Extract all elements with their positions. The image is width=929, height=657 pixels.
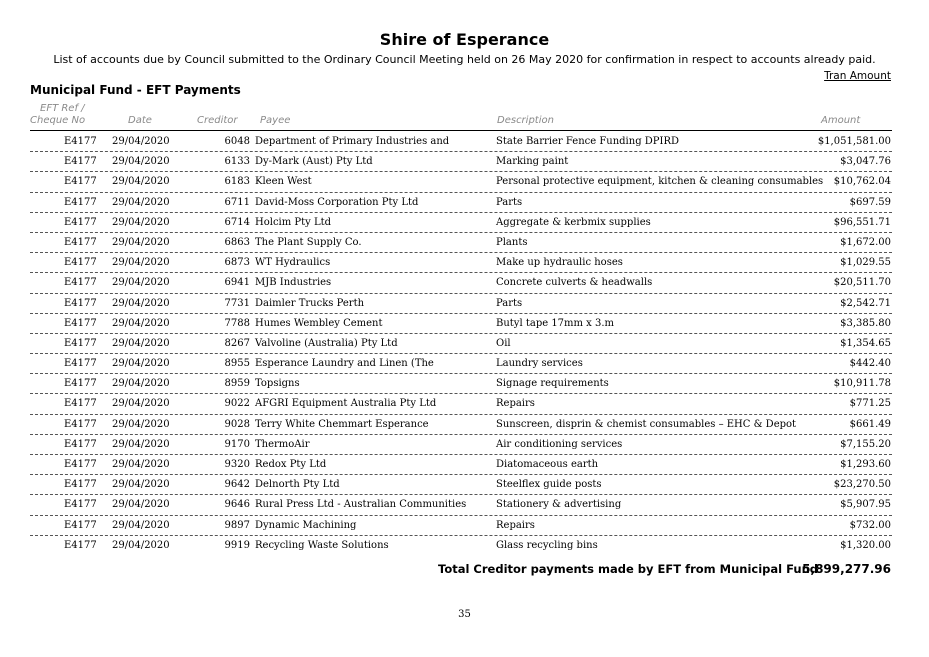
cell-date: 29/04/2020 <box>112 438 170 450</box>
col-header-amount: Amount <box>821 115 861 126</box>
table-row <box>30 475 892 495</box>
cell-description: Signage requirements <box>496 378 609 390</box>
cell-date: 29/04/2020 <box>112 539 170 551</box>
cell-description: Repairs <box>496 519 535 531</box>
cell-amount: $771.25 <box>849 398 891 410</box>
cell-date: 29/04/2020 <box>112 499 170 511</box>
cell-amount: $661.49 <box>849 418 891 430</box>
cell-description: Diatomaceous earth <box>496 459 599 470</box>
cell-payee: David-Moss Corporation Pty Ltd <box>255 196 419 208</box>
cell-description: Aggregate & kerbmix supplies <box>496 216 651 228</box>
cell-date: 29/04/2020 <box>112 216 170 228</box>
cell-date: 29/04/2020 <box>112 398 170 410</box>
cell-amount: $7,155.20 <box>840 438 891 450</box>
cell-creditor: 9028 <box>224 418 250 430</box>
table-row <box>30 253 892 273</box>
cell-description: Oil <box>496 337 511 349</box>
cell-ref: E4177 <box>64 499 97 511</box>
cell-creditor: 6133 <box>224 156 250 168</box>
table-row <box>30 132 892 152</box>
total-label: Total Creditor payments made by EFT from Municipal Fund <box>438 562 819 576</box>
cell-payee: Dy-Mark (Aust) Pty Ltd <box>255 156 373 168</box>
table-row <box>30 314 892 334</box>
cell-amount: $5,907.95 <box>840 499 891 511</box>
cell-creditor: 9919 <box>224 539 250 551</box>
cell-description: Sunscreen, disprin & chemist consumables – EHC & Depot <box>496 418 797 430</box>
cell-amount: $3,385.80 <box>840 317 891 329</box>
cell-creditor: 9646 <box>224 499 250 511</box>
cell-ref: E4177 <box>64 358 97 370</box>
cell-date: 29/04/2020 <box>112 479 170 491</box>
header-rule <box>30 130 892 131</box>
cell-payee: Redox Pty Ltd <box>255 459 327 470</box>
cell-ref: E4177 <box>64 479 97 491</box>
cell-creditor: 8959 <box>224 378 250 390</box>
cell-amount: $10,911.78 <box>833 378 891 390</box>
table-row <box>30 455 892 475</box>
cell-date: 29/04/2020 <box>112 358 170 370</box>
cell-description: Parts <box>496 297 523 309</box>
cell-payee: The Plant Supply Co. <box>255 236 362 248</box>
col-header-payee: Payee <box>260 115 291 126</box>
cell-amount: $1,354.65 <box>840 337 891 349</box>
cell-payee: AFGRI Equipment Australia Pty Ltd <box>255 398 437 410</box>
cell-description: Stationery & advertising <box>496 499 622 511</box>
cell-description: Plants <box>496 236 528 248</box>
cell-description: Make up hydraulic hoses <box>496 257 623 269</box>
table-row <box>30 193 892 213</box>
payments-table <box>30 132 892 555</box>
table-row <box>30 294 892 314</box>
cell-payee: Topsigns <box>255 378 300 390</box>
col-header-date: Date <box>128 115 152 126</box>
table-row <box>30 334 892 354</box>
cell-date: 29/04/2020 <box>112 418 170 430</box>
cell-ref: E4177 <box>64 236 97 248</box>
cell-creditor: 9022 <box>224 398 250 410</box>
cell-description: State Barrier Fence Funding DPIRD <box>496 136 680 147</box>
cell-amount: $3,047.76 <box>840 156 891 168</box>
table-row <box>30 495 892 515</box>
cell-date: 29/04/2020 <box>112 196 170 208</box>
cell-creditor: 8267 <box>224 337 250 349</box>
table-row <box>30 233 892 253</box>
cell-creditor: 6863 <box>224 236 250 248</box>
total-value: 5,899,277.96 <box>802 562 891 576</box>
cell-description: Concrete culverts & headwalls <box>496 277 653 289</box>
cell-ref: E4177 <box>64 297 97 309</box>
table-row <box>30 152 892 172</box>
cell-ref: E4177 <box>64 156 97 168</box>
cell-payee: Valvoline (Australia) Pty Ltd <box>255 337 398 349</box>
table-row <box>30 213 892 233</box>
cell-creditor: 9170 <box>224 438 250 450</box>
section-heading: Municipal Fund - EFT Payments <box>30 83 241 97</box>
cell-payee: Rural Press Ltd - Australian Communities <box>255 499 467 511</box>
cell-amount: $1,672.00 <box>840 236 891 248</box>
cell-creditor: 6873 <box>224 257 250 269</box>
cell-creditor: 6941 <box>224 277 250 289</box>
table-row <box>30 374 892 394</box>
cell-amount: $1,320.00 <box>840 539 891 551</box>
table-row <box>30 172 892 192</box>
cell-payee: Delnorth Pty Ltd <box>255 479 340 491</box>
cell-payee: Terry White Chemmart Esperance <box>255 418 429 430</box>
cell-description: Steelflex guide posts <box>496 479 602 491</box>
cell-amount: $1,029.55 <box>840 257 891 269</box>
cell-ref: E4177 <box>64 176 97 188</box>
cell-ref: E4177 <box>64 418 97 430</box>
cell-ref: E4177 <box>64 216 97 228</box>
cell-creditor: 6048 <box>224 136 250 147</box>
cell-amount: $1,051,581.00 <box>817 136 891 147</box>
cell-description: Marking paint <box>496 156 569 168</box>
cell-date: 29/04/2020 <box>112 257 170 269</box>
cell-ref: E4177 <box>64 539 97 551</box>
cell-date: 29/04/2020 <box>112 277 170 289</box>
cell-description: Personal protective equipment, kitchen & cleaning consumables <box>496 176 824 188</box>
cell-payee: Kleen West <box>255 176 312 188</box>
cell-date: 29/04/2020 <box>112 378 170 390</box>
cell-description: Parts <box>496 196 523 208</box>
col-header-creditor: Creditor <box>197 115 238 126</box>
cell-amount: $1,293.60 <box>840 459 891 470</box>
cell-payee: Daimler Trucks Perth <box>255 297 365 309</box>
cell-ref: E4177 <box>64 277 97 289</box>
cell-date: 29/04/2020 <box>112 519 170 531</box>
cell-description: Repairs <box>496 398 535 410</box>
cell-ref: E4177 <box>64 136 97 147</box>
table-row <box>30 394 892 414</box>
cell-payee: WT Hydraulics <box>255 257 331 269</box>
cell-amount: $10,762.04 <box>833 176 891 188</box>
cell-payee: Humes Wembley Cement <box>255 317 383 329</box>
cell-creditor: 9320 <box>224 459 250 470</box>
cell-payee: Department of Primary Industries and <box>255 136 450 147</box>
cell-payee: Dynamic Machining <box>255 519 357 531</box>
cell-date: 29/04/2020 <box>112 317 170 329</box>
cell-description: Glass recycling bins <box>496 539 598 551</box>
cell-ref: E4177 <box>64 459 97 470</box>
cell-amount: $20,511.70 <box>833 277 891 289</box>
col-header-ref-line1: EFT Ref / <box>40 103 85 114</box>
cell-ref: E4177 <box>64 378 97 390</box>
cell-description: Air conditioning services <box>496 438 623 450</box>
table-row <box>30 273 892 293</box>
cell-payee: Holcim Pty Ltd <box>255 216 332 228</box>
cell-payee: MJB Industries <box>255 277 332 289</box>
cell-date: 29/04/2020 <box>112 156 170 168</box>
tran-amount-label: Tran Amount <box>824 70 891 82</box>
table-row <box>30 415 892 435</box>
cell-amount: $96,551.71 <box>833 216 891 228</box>
cell-creditor: 6711 <box>224 196 250 208</box>
cell-ref: E4177 <box>64 257 97 269</box>
cell-ref: E4177 <box>64 196 97 208</box>
cell-amount: $442.40 <box>849 358 891 370</box>
cell-amount: $2,542.71 <box>840 297 891 309</box>
cell-ref: E4177 <box>64 317 97 329</box>
page-number: 35 <box>458 609 471 620</box>
table-row <box>30 354 892 374</box>
table-row <box>30 435 892 455</box>
cell-amount: $697.59 <box>849 196 891 208</box>
document-subtitle: List of accounts due by Council submitted to the Ordinary Council Meeting held on 26 May 2020 for confirmation in respect to accounts already paid. <box>53 53 876 66</box>
cell-description: Laundry services <box>496 358 583 370</box>
table-row <box>30 536 892 555</box>
cell-creditor: 6183 <box>224 176 250 188</box>
cell-ref: E4177 <box>64 438 97 450</box>
cell-date: 29/04/2020 <box>112 459 170 470</box>
cell-payee: Esperance Laundry and Linen (The <box>255 358 434 370</box>
cell-date: 29/04/2020 <box>112 297 170 309</box>
cell-creditor: 9897 <box>224 519 250 531</box>
cell-date: 29/04/2020 <box>112 236 170 248</box>
cell-creditor: 8955 <box>224 358 250 370</box>
cell-payee: Recycling Waste Solutions <box>255 539 389 551</box>
table-row <box>30 516 892 536</box>
cell-date: 29/04/2020 <box>112 176 170 188</box>
cell-ref: E4177 <box>64 337 97 349</box>
cell-ref: E4177 <box>64 398 97 410</box>
cell-creditor: 7788 <box>224 317 250 329</box>
cell-date: 29/04/2020 <box>112 337 170 349</box>
document-title: Shire of Esperance <box>379 30 550 49</box>
cell-creditor: 6714 <box>224 216 250 228</box>
col-header-ref-line2: Cheque No <box>30 115 86 126</box>
cell-payee: ThermoAir <box>255 438 310 450</box>
cell-amount: $732.00 <box>849 519 891 531</box>
cell-amount: $23,270.50 <box>833 479 891 491</box>
cell-creditor: 9642 <box>224 479 250 491</box>
cell-ref: E4177 <box>64 519 97 531</box>
col-header-description: Description <box>497 115 554 126</box>
cell-date: 29/04/2020 <box>112 136 170 147</box>
cell-creditor: 7731 <box>224 297 250 309</box>
cell-description: Butyl tape 17mm x 3.m <box>496 317 615 329</box>
